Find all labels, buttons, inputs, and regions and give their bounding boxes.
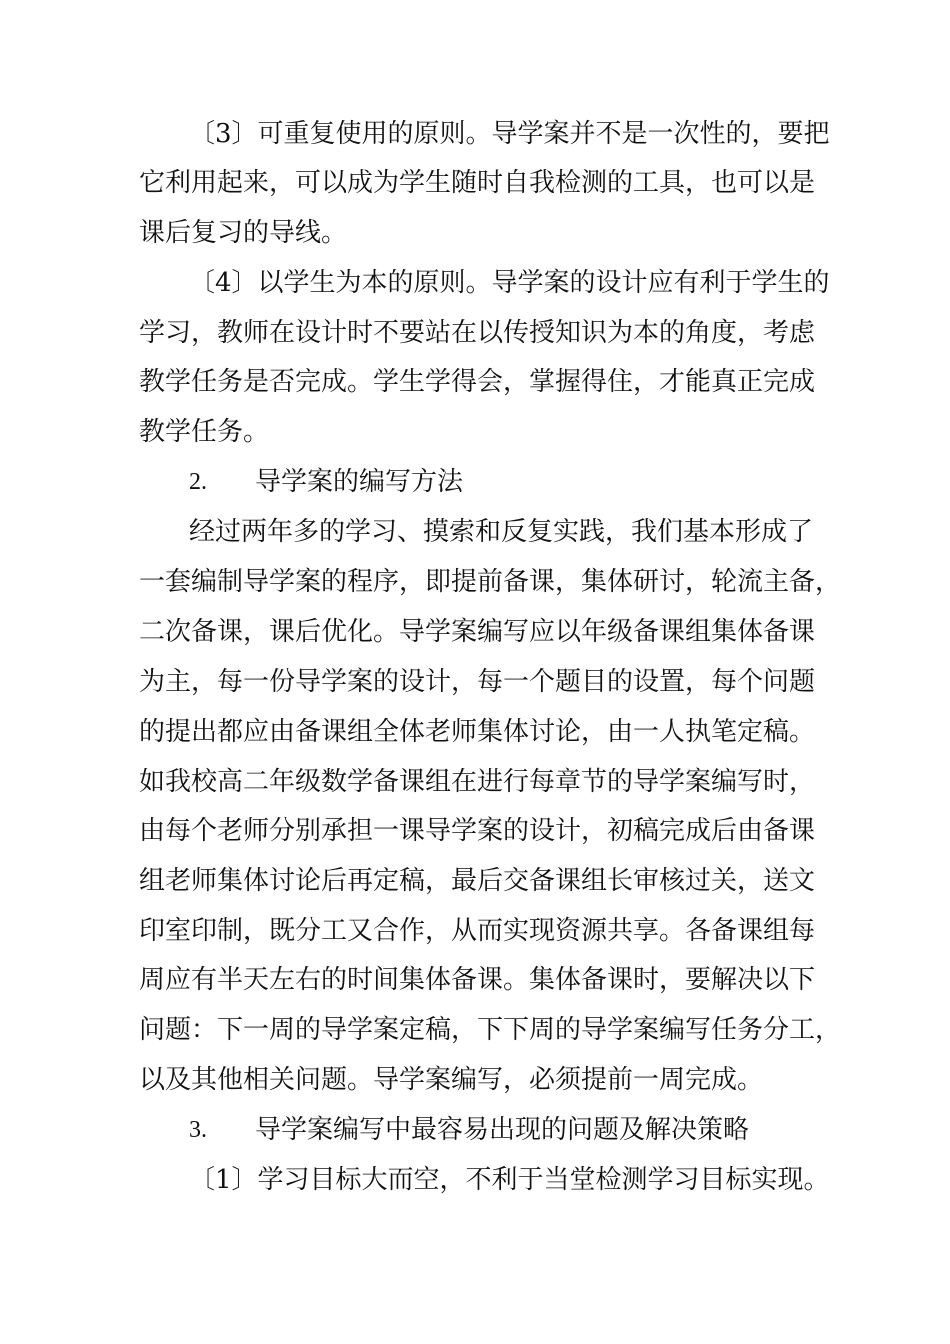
method-paragraph-line-9: 印室印制，既分工又合作，从而实现资源共享。各备课组每 [139,916,816,946]
section-3-number: 3. [189,1117,207,1143]
method-paragraph-line-3: 二次备课，课后优化。导学案编写应以年级备课组集体备课 [139,617,816,647]
method-paragraph-line-7: 由每个老师分别承担一课导学案的设计，初稿完成后由备课 [139,816,816,846]
method-paragraph-line-12: 以及其他相关问题。导学案编写，必须提前一周完成。 [139,1065,764,1095]
section-2-title: 导学案的编写方法 [255,467,464,497]
method-paragraph-line-6: 如我校高二年级数学备课组在进行每章节的导学案编写时， [139,767,816,797]
section-3-title: 导学案编写中最容易出现的问题及解决策略 [255,1115,750,1145]
paragraph-3-line-2: 它利用起来，可以成为学生随时自我检测的工具，也可以是 [139,168,816,198]
paragraph-4-line-1: 〔4〕以学生为本的原则。导学案的设计应有利于学生的 [189,268,830,298]
method-paragraph-line-8: 组老师集体讨论后再定稿，最后交备课组长审核过关，送文 [139,866,816,896]
paragraph-3-line-3: 课后复习的导线。 [139,218,348,248]
paragraph-4-line-2: 学习，教师在设计时不要站在以传授知识为本的角度，考虑 [139,318,816,348]
paragraph-4-line-3: 教学任务是否完成。学生学得会，掌握得住，才能真正完成 [139,367,816,397]
section-2-number: 2. [189,469,207,495]
method-paragraph-line-10: 周应有半天左右的时间集体备课。集体备课时，要解决以下 [139,965,816,995]
method-paragraph-line-4: 为主，每一份导学案的设计，每一个题目的设置，每个问题 [139,667,816,697]
paragraph-4-line-4: 教学任务。 [139,417,270,447]
method-paragraph-line-1: 经过两年多的学习、摸索和反复实践，我们基本形成了 [189,517,814,547]
method-paragraph-line-2: 一套编制导学案的程序，即提前备课，集体研讨，轮流主备， [139,567,842,597]
paragraph-3-line-1: 〔3〕可重复使用的原则。导学案并不是一次性的，要把 [189,119,830,149]
method-paragraph-line-11: 问题：下一周的导学案定稿，下下周的导学案编写任务分工， [139,1015,842,1045]
paragraph-1-line-1: 〔1〕学习目标大而空，不利于当堂检测学习目标实现。 [189,1165,830,1195]
method-paragraph-line-5: 的提出都应由备课组全体老师集体讨论，由一人执笔定稿。 [139,717,816,747]
